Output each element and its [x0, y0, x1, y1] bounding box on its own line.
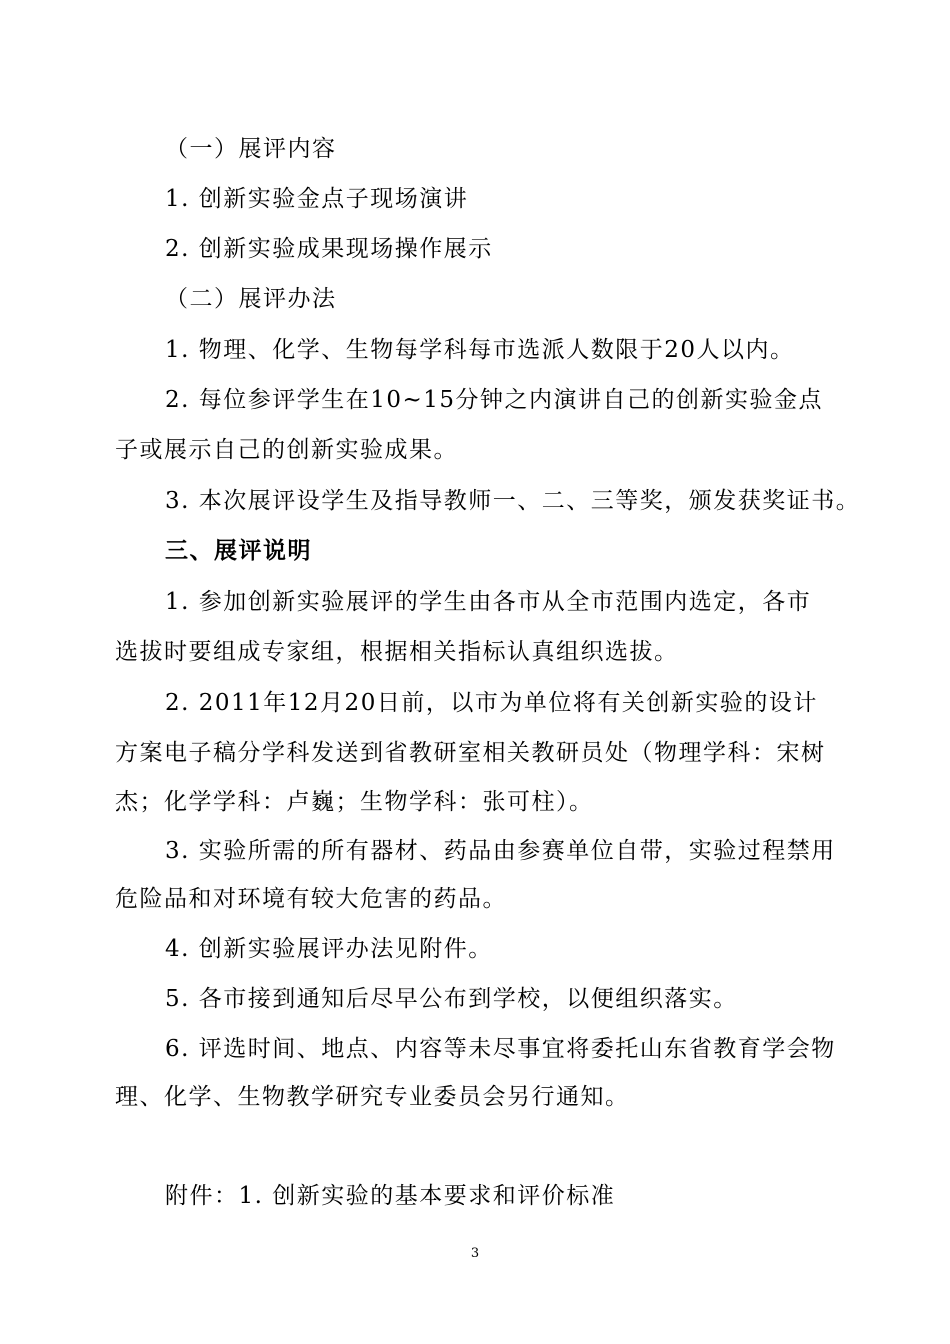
- notes-item-3: 3. 实验所需的所有器材、药品由参赛单位自带，实验过程禁用: [165, 838, 836, 864]
- notes-item-5: 5. 各市接到通知后尽早公布到学校，以便组织落实。: [165, 986, 738, 1012]
- notes-item-2-continuation-2: 杰；化学学科：卢巍；生物学科：张可柱）。: [115, 789, 594, 815]
- subsection-heading-method: （二）展评办法: [165, 286, 337, 312]
- method-item-2-continuation: 子或展示自己的创新实验成果。: [115, 437, 458, 463]
- attachment-line: 附件：1. 创新实验的基本要求和评价标准: [165, 1183, 616, 1209]
- content-item-2: 2. 创新实验成果现场操作展示: [165, 236, 493, 262]
- notes-item-6: 6. 评选时间、地点、内容等未尽事宜将委托山东省教育学会物: [165, 1036, 836, 1062]
- notes-item-6-continuation: 理、化学、生物教学研究专业委员会另行通知。: [115, 1084, 630, 1110]
- method-item-3: 3. 本次展评设学生及指导教师一、二、三等奖，颁发获奖证书。: [165, 488, 861, 514]
- notes-item-4: 4. 创新实验展评办法见附件。: [165, 936, 493, 962]
- notes-item-3-continuation: 危险品和对环境有较大危害的药品。: [115, 886, 507, 912]
- notes-item-1: 1. 参加创新实验展评的学生由各市从全市范围内选定，各市: [165, 589, 812, 615]
- subsection-heading-content: （一）展评内容: [165, 136, 337, 162]
- page-number: 3: [470, 1246, 480, 1261]
- section-heading-notes: 三、展评说明: [165, 537, 312, 564]
- notes-item-2-continuation-1: 方案电子稿分学科发送到省教研室相关教研员处（物理学科：宋树: [115, 740, 826, 766]
- method-item-2: 2. 每位参评学生在10~15分钟之内演讲自己的创新实验金点: [165, 387, 824, 413]
- method-item-1: 1. 物理、化学、生物每学科每市选派人数限于20人以内。: [165, 337, 795, 363]
- notes-item-1-continuation: 选拔时要组成专家组，根据相关指标认真组织选拔。: [115, 639, 679, 665]
- notes-item-2: 2. 2011年12月20日前，以市为单位将有关创新实验的设计: [165, 690, 818, 716]
- content-item-1: 1. 创新实验金点子现场演讲: [165, 186, 469, 212]
